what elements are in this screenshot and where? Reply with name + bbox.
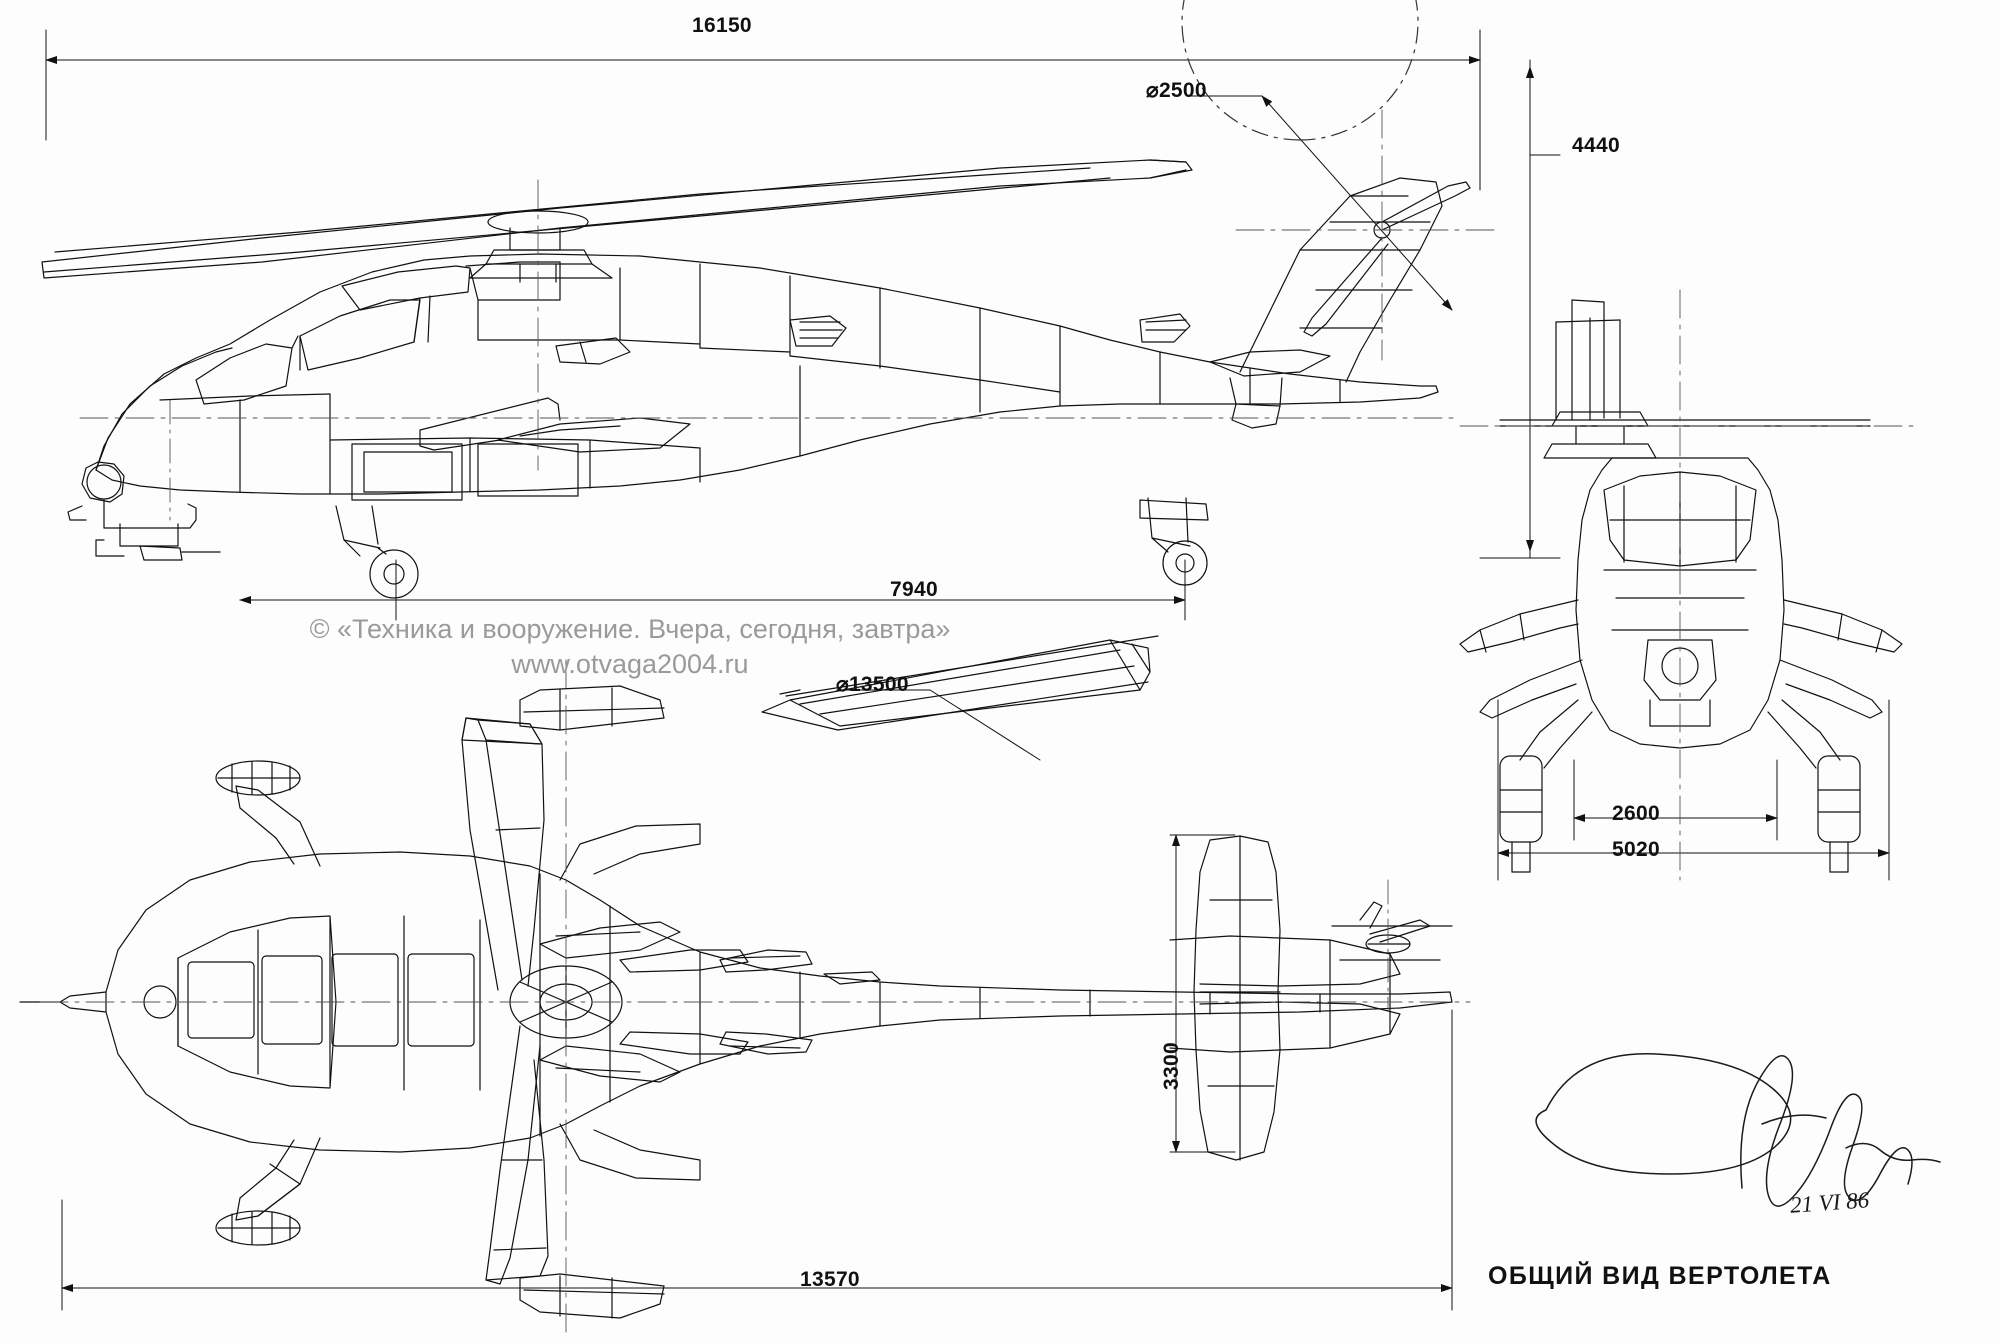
dim-stabilizer-span-label: 3300 [1160,1042,1183,1090]
dimension-overall-length [46,30,1480,190]
dim-main-rotor-diameter-label: ⌀13500 [836,673,909,696]
dim-landing-gear-base-label: 7940 [890,578,938,601]
dimension-stabilizer-span [1170,835,1235,1152]
watermark-line-2: www.otvaga2004.ru [511,648,749,679]
dim-overall-length-label: 16150 [692,14,752,37]
dimension-tail-rotor-diameter [1190,96,1452,310]
front-view [1460,290,1920,880]
dimension-fuselage-length [62,1010,1452,1310]
dim-fuselage-length-label: 13570 [800,1268,860,1291]
designer-signature [1536,1054,1940,1206]
dimension-landing-gear-base [240,560,1185,620]
side-view [42,0,1500,598]
dim-tail-rotor-diameter-label: ⌀2500 [1146,79,1207,102]
dim-wheel-track-inner-label: 2600 [1612,802,1660,825]
dimension-overall-height [1480,60,1560,558]
watermark-line-1: © «Техника и вооружение. Вчера, сегодня, завтра» [309,614,951,644]
dim-overall-height-label: 4440 [1572,134,1620,157]
drawing-title: ОБЩИЙ ВИД ВЕРТОЛЕТА [1488,1262,1832,1290]
signature-date: 21 VI 86 [1789,1187,1870,1218]
dim-wheel-track-outer-label: 5020 [1612,838,1660,861]
top-view [20,660,1470,1336]
rotor-blade-section-detail [762,636,1158,730]
